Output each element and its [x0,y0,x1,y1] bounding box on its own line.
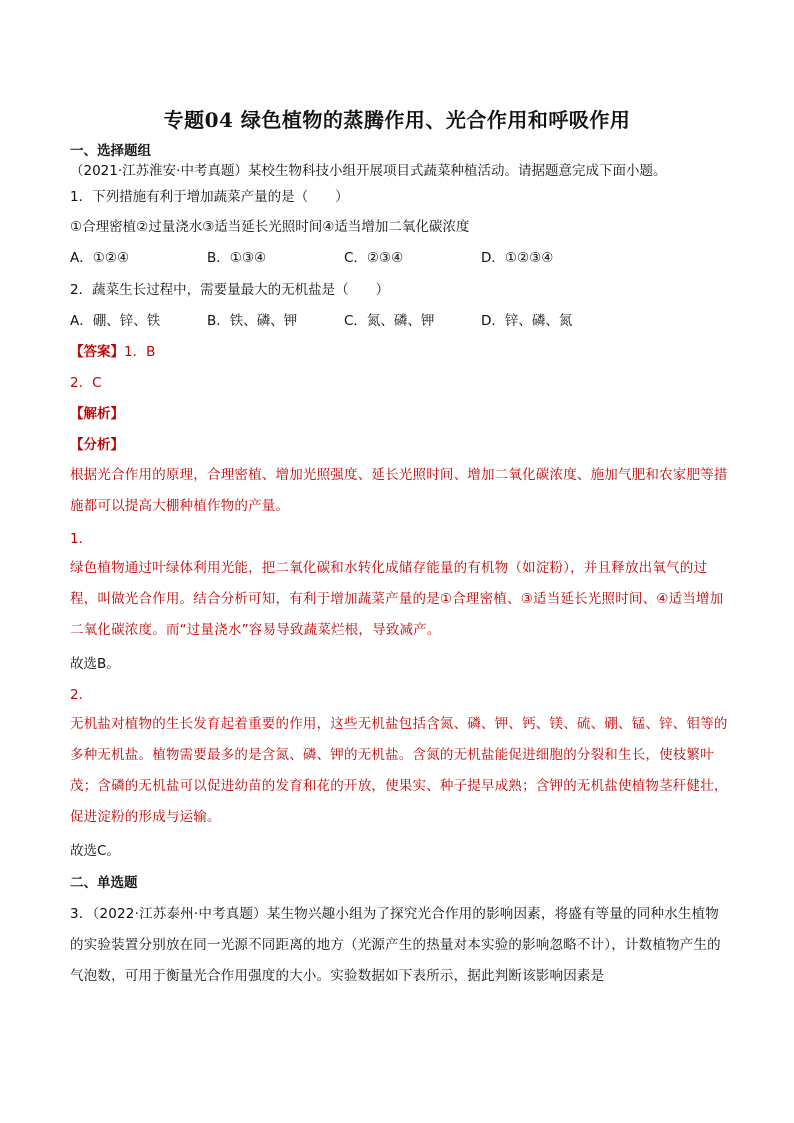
analysis-label: 【解析】 [70,406,124,422]
section-heading-choice-group: 一、选择题组 [70,143,151,159]
option-b: B．①③④ [207,250,267,266]
explanation-1-paragraph: 绿色植物通过叶绿体利用光能，把二氧化碳和水转化成储存能量的有机物（如淀粉），并且释放出氧气的过程，叫做光合作用。结合分析可知，有利于增加蔬菜产量的是①合理密植、③适当延长光照时间、④适当增加二氧化碳浓度。而“过量浇水”容易导致蔬菜烂根，导致减产。 [70,560,724,638]
question-intro: （2021·江苏淮安·中考真题）某校生物科技小组开展项目式蔬菜种植活动。请据题意完成下面小题。 [70,163,667,179]
question-2-stem: 2．蔬菜生长过程中，需要量最大的无机盐是（ ） [70,282,390,298]
question-1-stem: 1．下列措施有利于增加蔬菜产量的是（ ） [70,189,349,205]
option-a: A．①②④ [70,250,130,266]
option-b: B．铁、磷、钾 [207,313,298,329]
answer-value-1: 1．B [124,344,156,360]
option-c: C．氮、磷、钾 [344,313,435,329]
section-heading-single-choice: 二、单选题 [70,875,138,891]
fenxi-paragraph: 根据光合作用的原理，合理密植、增加光照强度、延长光照时间、增加二氧化碳浓度、施加气肥和农家肥等措施都可以提高大棚种植作物的产量。 [70,467,728,514]
fenxi-label: 【分析】 [70,437,124,453]
question-3-text: 3．（2022·江苏泰州·中考真题）某生物兴趣小组为了探究光合作用的影响因素，将盛有等量的同种水生植物的实验装置分别放在同一光源不同距离的地方（光源产生的热量对本实验的影响忽略不计），计数植物产生的气泡数，可用于衡量光合作用强度的大小。实验数据如下表所示，据此判断该影响因素是 [70,906,721,984]
question-1-items: ①合理密植②过量浇水③适当延长光照时间④适当增加二氧化碳浓度 [70,219,470,235]
answer-line-1 [70,343,730,361]
option-d: D．锌、磷、氮 [481,313,573,329]
explanation-1-number: 1． [70,531,93,547]
question-2-options [70,312,730,330]
explanation-2-number: 2． [70,687,93,703]
option-c: C．②③④ [344,250,404,266]
explanation-1-conclusion: 故选B。 [70,656,120,672]
page-title: 专题04 绿色植物的蒸腾作用、光合作用和呼吸作用 [163,108,631,132]
answer-label: 【答案】 [70,344,124,360]
option-d: D．①②③④ [481,250,554,266]
question-1-options [70,249,730,267]
explanation-2-paragraph: 无机盐对植物的生长发育起着重要的作用，这些无机盐包括含氮、磷、钾、钙、镁、硫、硼、锰、锌、钼等的多种无机盐。植物需要最多的是含氮、磷、钾的无机盐。含氮的无机盐能促进细胞的分裂和生长，使枝繁叶茂；含磷的无机盐可以促进幼苗的发育和花的开放，使果实、种子提早成熟；含钾的无机盐使植物茎秆健壮，促进淀粉的形成与运输。 [70,716,728,825]
answer-value-2: 2．C [70,375,102,391]
option-a: A．硼、锌、铁 [70,313,161,329]
explanation-2-conclusion: 故选C。 [70,843,120,859]
